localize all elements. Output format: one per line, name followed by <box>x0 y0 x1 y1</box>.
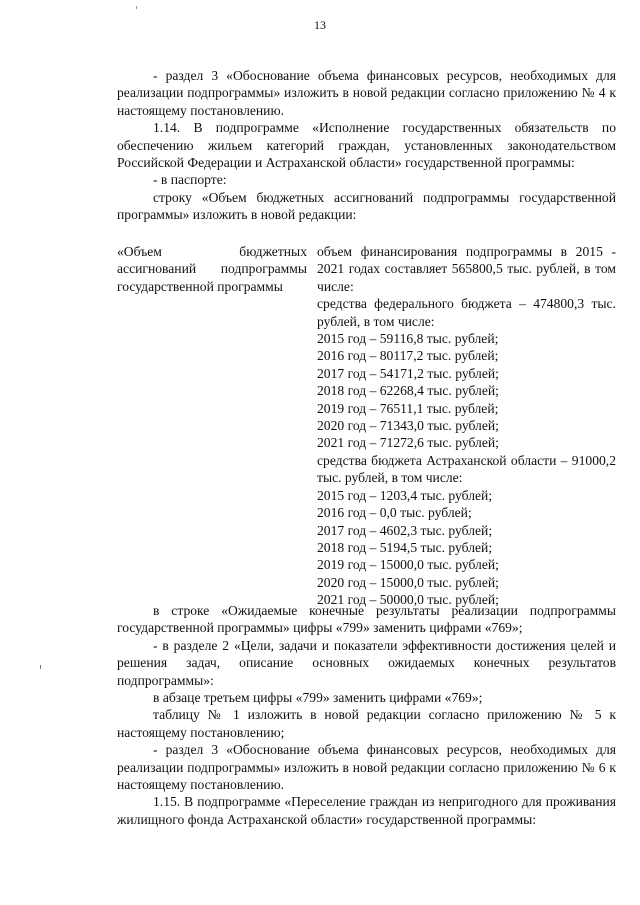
regional-year-line: 2018 год – 5194,5 тыс. рублей; <box>317 539 493 555</box>
passport-intro: объем финансирования подпрограммы в 2015 - 2021 годах составляет 565800,5 тыс. рублей, в том числе: <box>317 244 616 294</box>
federal-year-line: 2020 год – 71343,0 тыс. рублей; <box>317 418 499 434</box>
paragraph: таблицу № 1 изложить в новой редакции согласно приложению № 5 к настоящему постановлению; <box>117 707 616 740</box>
federal-year-line: 2019 год – 76511,1 тыс. рублей; <box>317 400 499 416</box>
passport-row-label: «Объем бюджетных ассигнований подпрограммы государственной программы <box>117 244 307 294</box>
passport-row-value <box>317 243 616 609</box>
paragraph: - раздел 3 «Обоснование объема финансовых ресурсов, необходимых для реализации подпрограммы» изложить в новой редакции согласно приложению № 4 к настоящему постановлению. <box>117 68 616 118</box>
regional-year-line: 2015 год – 1203,4 тыс. рублей; <box>317 487 493 503</box>
scan-artifact <box>136 6 137 9</box>
federal-year-line: 2021 год – 71272,6 тыс. рублей; <box>317 435 499 451</box>
federal-year-line: 2017 год – 54171,2 тыс. рублей; <box>317 365 499 381</box>
paragraph: в строке «Ожидаемые конечные результаты реализации подпрограммы государственной программы» цифры «799» заменить цифрами «769»; <box>117 603 616 636</box>
paragraph: строку «Объем бюджетных ассигнований подпрограммы государственной программы» изложить в новой редакции: <box>117 189 616 223</box>
federal-year-line: 2018 год – 62268,4 тыс. рублей; <box>317 383 499 399</box>
paragraph: 1.14. В подпрограмме «Исполнение государственных обязательств по обеспечению жильем категорий граждан, установленных законодательством Российской Федерации и Астраханской области» государственной программы: <box>117 120 616 171</box>
federal-year-line: 2016 год – 80117,2 тыс. рублей; <box>317 348 499 364</box>
regional-year-line: 2020 год – 15000,0 тыс. рублей; <box>317 574 499 590</box>
page-number: 13 <box>314 18 326 32</box>
scan-artifact <box>40 665 41 669</box>
regional-year-line: 2017 год – 4602,3 тыс. рублей; <box>317 522 493 538</box>
paragraph: - в паспорте: <box>153 172 227 188</box>
federal-year-line: 2015 год – 59116,8 тыс. рублей; <box>317 331 499 347</box>
regional-year-line: 2016 год – 0,0 тыс. рублей; <box>317 505 472 521</box>
regional-budget-header: средства бюджета Астраханской области – 91000,2 тыс. рублей, в том числе: <box>317 452 616 486</box>
document-section-top <box>117 67 616 224</box>
paragraph: - раздел 3 «Обоснование объема финансовых ресурсов, необходимых для реализации подпрограммы» изложить в новой редакции согласно приложению № 6 к настоящему постановлению. <box>117 742 616 793</box>
regional-year-line: 2019 год – 15000,0 тыс. рублей; <box>317 557 499 573</box>
federal-budget-header: средства федерального бюджета – 474800,3 тыс. рублей, в том числе: <box>317 296 616 329</box>
paragraph: 1.15. В подпрограмме «Переселение граждан из непригодного для проживания жилищного фонда Астраханской области» государственной программы: <box>117 794 616 827</box>
regional-year-line: 2021 год – 50000,0 тыс. рублей; <box>317 592 499 608</box>
paragraph: в абзаце третьем цифры «799» заменить цифрами «769»; <box>153 690 483 706</box>
document-section-bottom <box>117 602 616 828</box>
paragraph: - в разделе 2 «Цели, задачи и показатели эффективности достижения целей и решения задач, описание основных ожидаемых конечных результатов подпрограммы»: <box>117 637 616 688</box>
